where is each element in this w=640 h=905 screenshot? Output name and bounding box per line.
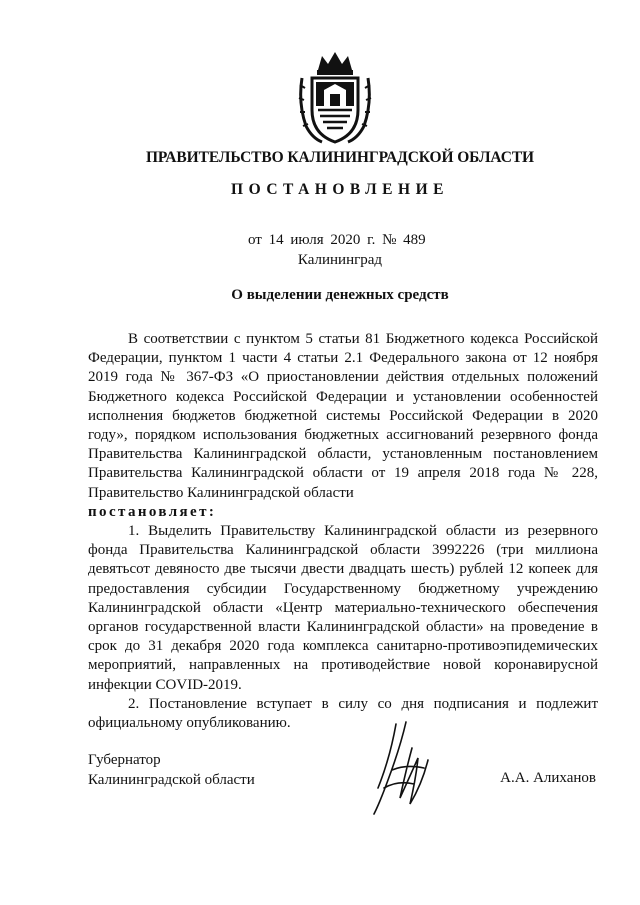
preamble-paragraph	[88, 330, 598, 503]
date-number-line	[248, 232, 426, 249]
decree-word: постановляет:	[88, 503, 217, 520]
preamble-text: В соответствии с пунктом 5 статьи 81 Бюджетного кодекса Российской Федерации, пунктом 1 части 4 статьи 2.1 Федерального закона от 12 ноября 2019 года № 367-ФЗ «О приостановлении действия отдельных положений Бюджетного кодекса Российской Федерации и установлении особенностей исполнения бюджетов бюджетной системы Российской Федерации в 2020 году», порядком использования бюджетных ассигнований резервного фонда Правительства Калининградской области, установленным постановлением Правительства Калининградской области от 19 апреля 2018 года № 228, Правительство Калининградской области	[88, 331, 598, 501]
date-prefix: от	[248, 232, 262, 248]
decree-word-line	[88, 503, 598, 522]
city: Калининград	[297, 252, 383, 268]
coat-of-arms-emblem	[296, 48, 374, 148]
signatory-position	[88, 751, 255, 790]
date-day: 14	[268, 232, 284, 248]
organization-title: ПРАВИТЕЛЬСТВО КАЛИНИНГРАДСКОЙ ОБЛАСТИ	[145, 149, 535, 166]
document-body	[88, 330, 598, 733]
item-1-paragraph: 1. Выделить Правительству Калининградской области из резервного фонда Правительства Калининградской области 3992226 (три миллиона девятьсот девяносто две тысячи двести двадцать шесть) рублей 12 копеек для предоставления субсидии Государственному бюджетному учреждению Калининградской области «Центр материально-технического обеспечения органов государственной власти Калининградской области» на проведение в срок до 31 декабря 2020 года комплекса санитарно-противоэпидемических мероприятий, направленных на противодействие новой коронавирусной инфекции COVID-2019.	[88, 523, 598, 693]
date-month-year: июля 2020 г.	[290, 232, 376, 248]
signatory-name: А.А. Алиханов	[500, 770, 596, 786]
document-subject: О выделении денежных средств	[231, 287, 449, 303]
item-2-paragraph: 2. Постановление вступает в силу со дня подписания и подлежит официальному опубликованию.	[88, 695, 598, 732]
signatory-position-line2: Калининградской области	[88, 771, 255, 788]
handwritten-signature	[366, 718, 436, 818]
document-type: ПОСТАНОВЛЕНИЕ	[231, 181, 449, 198]
document-number: № 489	[382, 232, 426, 248]
signatory-position-line1: Губернатор	[88, 752, 161, 768]
